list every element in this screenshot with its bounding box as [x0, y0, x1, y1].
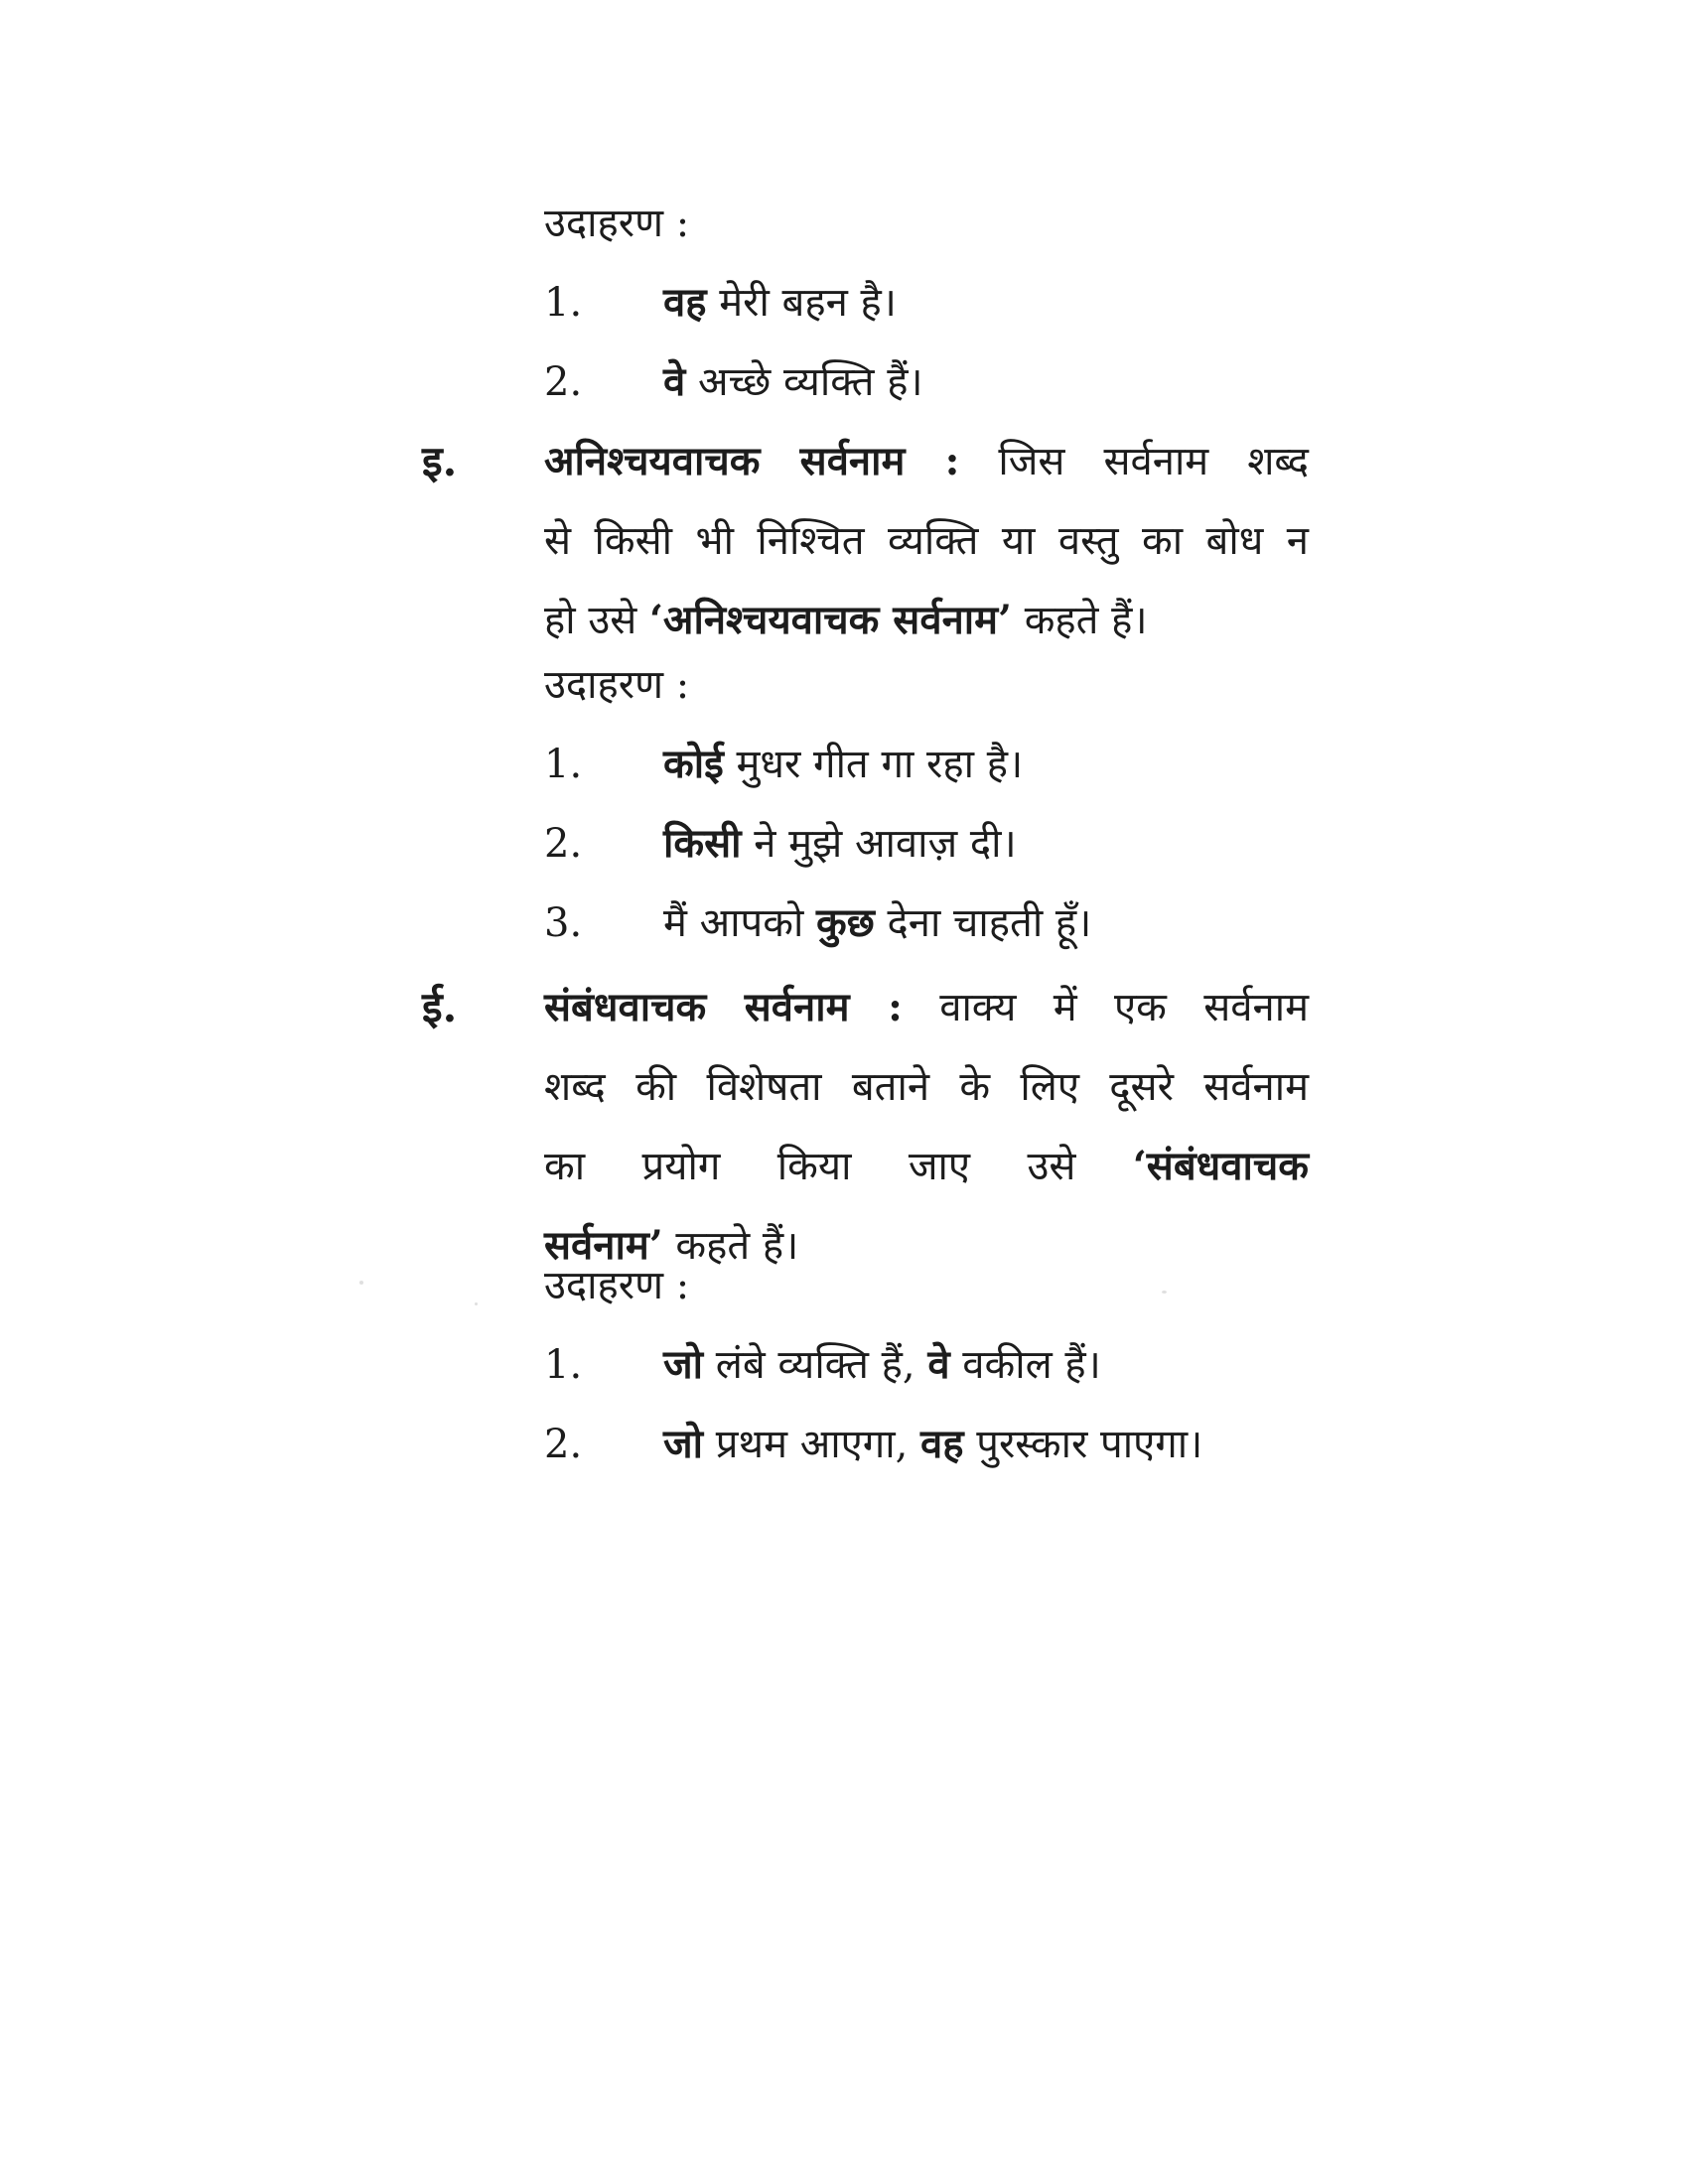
examples-heading: उदाहरण : — [544, 662, 690, 708]
section-marker: ई. — [422, 983, 458, 1031]
pronoun-bold: कोई — [663, 741, 724, 787]
term-bold: संबंधवाचक सर्वनाम : — [544, 984, 903, 1030]
paragraph-text: हो उसे — [544, 598, 649, 643]
list-item-number: 2. — [544, 359, 583, 405]
sentence-text: मैं आपको — [663, 900, 817, 946]
pronoun-bold: जो — [663, 1341, 704, 1388]
paragraph-line — [544, 422, 1309, 501]
scan-speck — [1162, 1291, 1167, 1294]
sentence-text: अच्छे व्यक्ति हैं। — [685, 359, 923, 405]
list-item-number: 3. — [544, 900, 583, 946]
paragraph-line — [544, 968, 1309, 1047]
sentence-text: प्रथम आएगा, — [703, 1422, 921, 1467]
pronoun-bold: वह — [663, 279, 707, 326]
paragraph-line — [544, 1127, 1309, 1206]
list-item — [663, 735, 1023, 794]
list-item — [663, 1415, 1202, 1474]
sentence-text: वकील हैं। — [949, 1342, 1101, 1388]
pronoun-bold: वह — [920, 1421, 964, 1467]
examples-heading: उदाहरण : — [544, 201, 690, 246]
pronoun-bold: वे — [663, 358, 686, 405]
pronoun-bold: कुछ — [816, 899, 875, 946]
paragraph-line: शब्द की विशेषता बताने के लिए दूसरे सर्वनाम — [544, 1064, 1309, 1110]
list-item-number: 1. — [544, 1342, 583, 1388]
list-item-number: 2. — [544, 821, 583, 867]
term-bold: सर्वनाम’ — [544, 1222, 663, 1269]
list-item — [663, 273, 897, 333]
sentence-text: ने मुझे आवाज़ दी। — [741, 821, 1017, 867]
sentence-text: मुधर गीत गा रहा है। — [723, 742, 1024, 787]
definition-paragraph — [544, 422, 1309, 660]
list-item-number: 2. — [544, 1422, 583, 1467]
examples-heading: उदाहरण : — [544, 1263, 690, 1308]
paragraph-line: से किसी भी निश्चित व्यक्ति या वस्तु का बोध न — [544, 518, 1309, 564]
list-item — [663, 814, 1017, 874]
sentence-text: देना चाहती हूँ। — [874, 900, 1092, 946]
list-item-number: 1. — [544, 280, 583, 326]
paragraph-text: कहते हैं। — [1011, 598, 1148, 643]
paragraph-text: का प्रयोग किया जाए उसे — [544, 1144, 1133, 1189]
sentence-text: पुरस्कार पाएगा। — [963, 1422, 1203, 1467]
definition-paragraph — [544, 968, 1309, 1286]
list-item — [663, 1335, 1101, 1395]
sentence-text: मेरी बहन है। — [706, 280, 897, 326]
scan-speck — [359, 1281, 363, 1285]
term-bold: ‘संबंधवाचक — [1132, 1143, 1309, 1189]
paragraph-text: कहते हैं। — [662, 1223, 799, 1269]
pronoun-bold: वे — [927, 1341, 950, 1388]
paragraph-text: जिस सर्वनाम शब्द — [959, 439, 1309, 484]
section-marker: इ. — [422, 437, 458, 485]
paragraph-line — [544, 581, 1309, 660]
list-item — [663, 352, 923, 412]
scan-speck — [475, 1302, 478, 1305]
paragraph-text: वाक्य में एक सर्वनाम — [902, 985, 1309, 1030]
pronoun-bold: जो — [663, 1421, 704, 1467]
term-bold: ‘अनिश्चयवाचक सर्वनाम’ — [649, 597, 1012, 643]
term-bold: अनिश्चयवाचक सर्वनाम : — [544, 438, 960, 484]
sentence-text: लंबे व्यक्ति हैं, — [703, 1342, 928, 1388]
pronoun-bold: किसी — [663, 820, 742, 867]
list-item-number: 1. — [544, 742, 583, 787]
list-item — [663, 893, 1091, 953]
